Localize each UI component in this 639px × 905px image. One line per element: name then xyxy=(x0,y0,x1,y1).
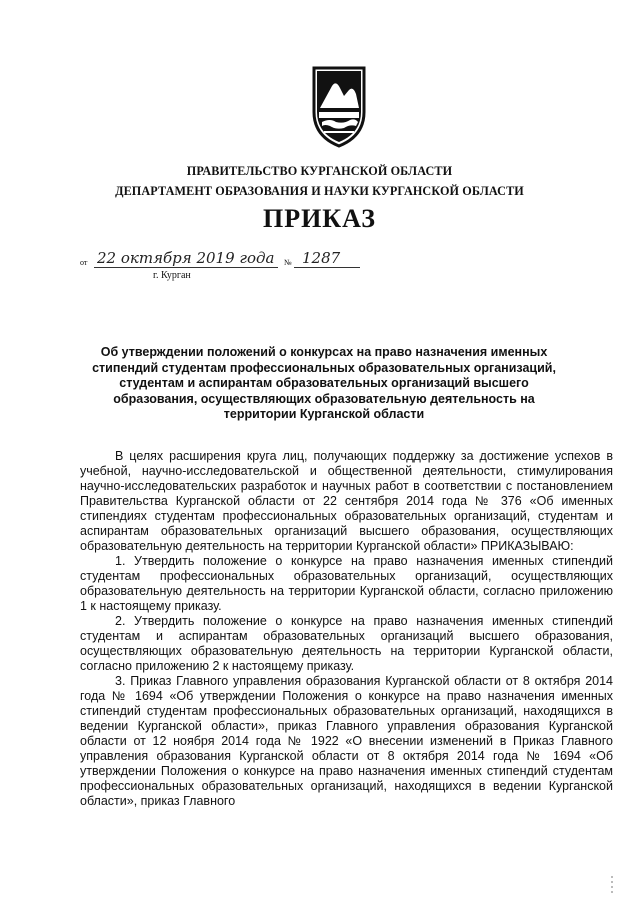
document-type: ПРИКАЗ xyxy=(262,204,377,233)
date-prefix: от xyxy=(80,258,88,267)
document-body xyxy=(80,449,613,809)
handwritten-number: 1287 xyxy=(302,249,341,267)
clause-2: 2. Утвердить положение о конкурсе на право назначения именных стипендий студентам и аспирантам образовательных организаций высшего образования, осуществляющих образовательную деятельность на территории Курганской области, согласно приложению 2 к настоящему приказу. xyxy=(80,614,613,673)
document-title: Об утверждении положений о конкурсах на право назначения именных стипендий студентам профессиональных образовательных организаций, студентам и аспирантам образовательных организаций высшего образования, осуществляющих образовательную деятельность на территории Курганской области xyxy=(92,345,556,421)
organization-name: ПРАВИТЕЛЬСТВО КУРГАНСКОЙ ОБЛАСТИ xyxy=(186,164,453,178)
clause-3: 3. Приказ Главного управления образования Курганской области от 8 октября 2014 года № 1694 «Об утверждении Положения о конкурсе на право назначения именных стипендий студентам профессиональных образовательных организаций, находящихся в ведении Курганской области», приказ Главного управления образования Курганской области от 12 ноября 2014 года № 1922 «О внесении изменений в Приказ Главного управления образования Курганской области от 8 октября 2014 года № 1694 «Об утверждении Положения о конкурсе на право назначения именных стипендий студентам профессиональных образовательных организаций, находящихся в ведении Курганской области», приказ Главного xyxy=(80,674,613,808)
handwritten-date: 22 октября 2019 года xyxy=(97,249,275,267)
coat-of-arms-icon xyxy=(300,62,378,150)
date-underline xyxy=(94,267,278,268)
date-number-line xyxy=(80,249,380,272)
clause-1: 1. Утвердить положение о конкурсе на право назначения именных стипендий студентам профессиональных образовательных организаций, осуществляющих образовательную деятельность на территории Курганской области, согласно приложению 1 к настоящему приказу. xyxy=(80,554,613,613)
department-name: ДЕПАРТАМЕНТ ОБРАЗОВАНИЯ И НАУКИ КУРГАНСКОЙ ОБЛАСТИ xyxy=(115,184,524,198)
number-underline xyxy=(294,267,360,268)
scan-artifact xyxy=(611,873,617,897)
number-prefix: № xyxy=(284,258,292,267)
city: г. Курган xyxy=(153,270,191,281)
preamble-paragraph: В целях расширения круга лиц, получающих поддержку за достижение успехов в учебной, научно-исследовательской и общественной деятельности, стимулирования научно-исследовательских разработок и научных работ в соответствии с постановлением Правительства Курганской области от 22 сентября 2014 года № 376 «Об именных стипендиях студентам профессиональных образовательных организаций, студентам и аспирантам образовательных организаций высшего образования, осуществляющих образовательную деятельность на территории Курганской области» ПРИКАЗЫВАЮ: xyxy=(80,449,613,553)
